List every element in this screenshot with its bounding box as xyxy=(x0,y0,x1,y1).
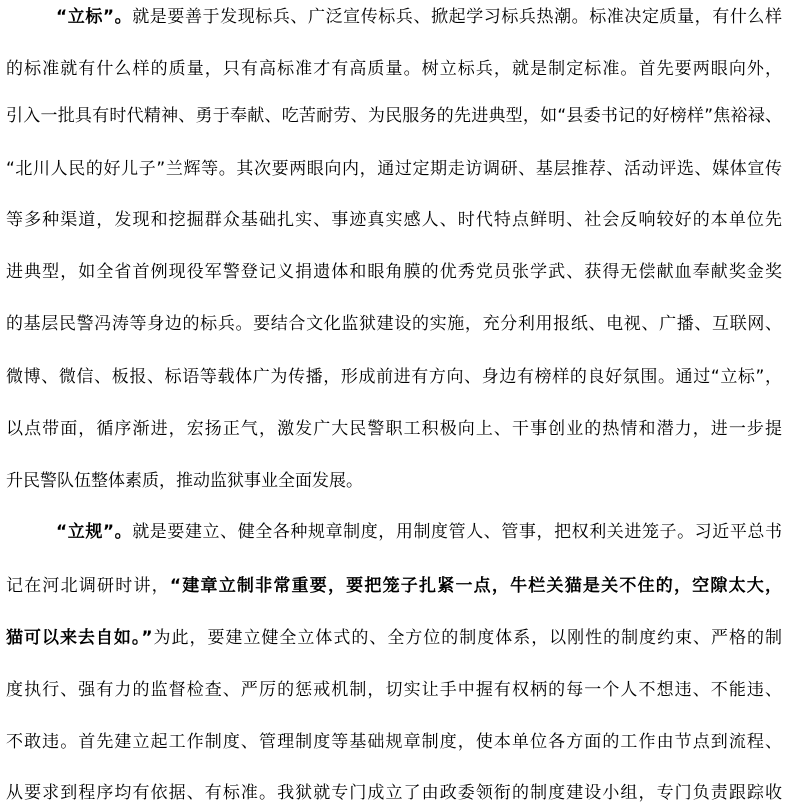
quote-part-1: “建章立制非常重要，要把笼子扎紧一点，牛栏关猫是关不住的，空隙太大， xyxy=(169,576,782,596)
paragraph-2-line-3-text: 为此，要建立健全立体式的、全方位的制度体系，以刚性的制度约束、严格的制 xyxy=(152,628,782,648)
quote-part-2: 猫可以来去自如。” xyxy=(6,628,153,648)
paragraph-2-line-2-text: 记在河北调研时讲， xyxy=(6,576,170,596)
paragraph-2-line-6: 从要求到程序均有依据、有标准。我狱就专门成立了由政委领衔的制度建设小组，专门负责跟踪收 xyxy=(6,783,782,803)
paragraph-2-line-1 xyxy=(56,519,782,545)
paragraph-1-line-8: 微博、微信、板报、标语等载体广为传播，形成前进有方向、身边有榜样的良好氛围。通过“立标”， xyxy=(6,367,782,387)
paragraph-1-line-4: “北川人民的好儿子”兰辉等。其次要两眼向内，通过定期走访调研、基层推荐、活动评选、媒体宣传 xyxy=(6,159,782,179)
paragraph-2-line-3 xyxy=(6,625,782,651)
paragraph-1-heading: “立标”。 xyxy=(56,7,133,27)
paragraph-2-line-2 xyxy=(6,573,782,599)
paragraph-1-line-5: 等多种渠道，发现和挖掘群众基础扎实、事迹真实感人、时代特点鲜明、社会反响较好的本单位先 xyxy=(6,210,782,230)
paragraph-1-line-2: 的标准就有什么样的质量，只有高标准才有高质量。树立标兵，就是制定标准。首先要两眼向外， xyxy=(6,59,782,79)
paragraph-2-line-5: 不敢违。首先建立起工作制度、管理制度等基础规章制度，使本单位各方面的工作由节点到流程、 xyxy=(6,732,782,752)
paragraph-1-line-1 xyxy=(56,4,782,30)
paragraph-1-line-3: 引入一批具有时代精神、勇于奉献、吃苦耐劳、为民服务的先进典型，如“县委书记的好榜样”焦裕禄、 xyxy=(6,106,782,126)
paragraph-2-line-4: 度执行、强有力的监督检查、严厉的惩戒机制，切实让手中握有权柄的每一个人不想违、不能违、 xyxy=(6,680,782,700)
paragraph-2-line-1-text: 就是要建立、健全各种规章制度，用制度管人、管事，把权利关进笼子。习近平总书 xyxy=(132,522,782,542)
paragraph-1-line-6: 进典型，如全省首例现役军警登记义捐遗体和眼角膜的优秀党员张学武、获得无偿献血奉献奖金奖 xyxy=(6,262,782,282)
paragraph-1-line-7: 的基层民警冯涛等身边的标兵。要结合文化监狱建设的实施，充分利用报纸、电视、广播、互联网、 xyxy=(6,314,782,334)
paragraph-1-line-9: 以点带面，循序渐进，宏扬正气，激发广大民警职工积极向上、干事创业的热情和潜力，进一步提 xyxy=(6,419,782,439)
paragraph-2-heading: “立规”。 xyxy=(56,522,133,542)
paragraph-1-line-10: 升民警队伍整体素质，推动监狱事业全面发展。 xyxy=(6,471,363,491)
paragraph-1-line-1-text: 就是要善于发现标兵、广泛宣传标兵、掀起学习标兵热潮。标准决定质量，有什么样 xyxy=(132,7,782,27)
